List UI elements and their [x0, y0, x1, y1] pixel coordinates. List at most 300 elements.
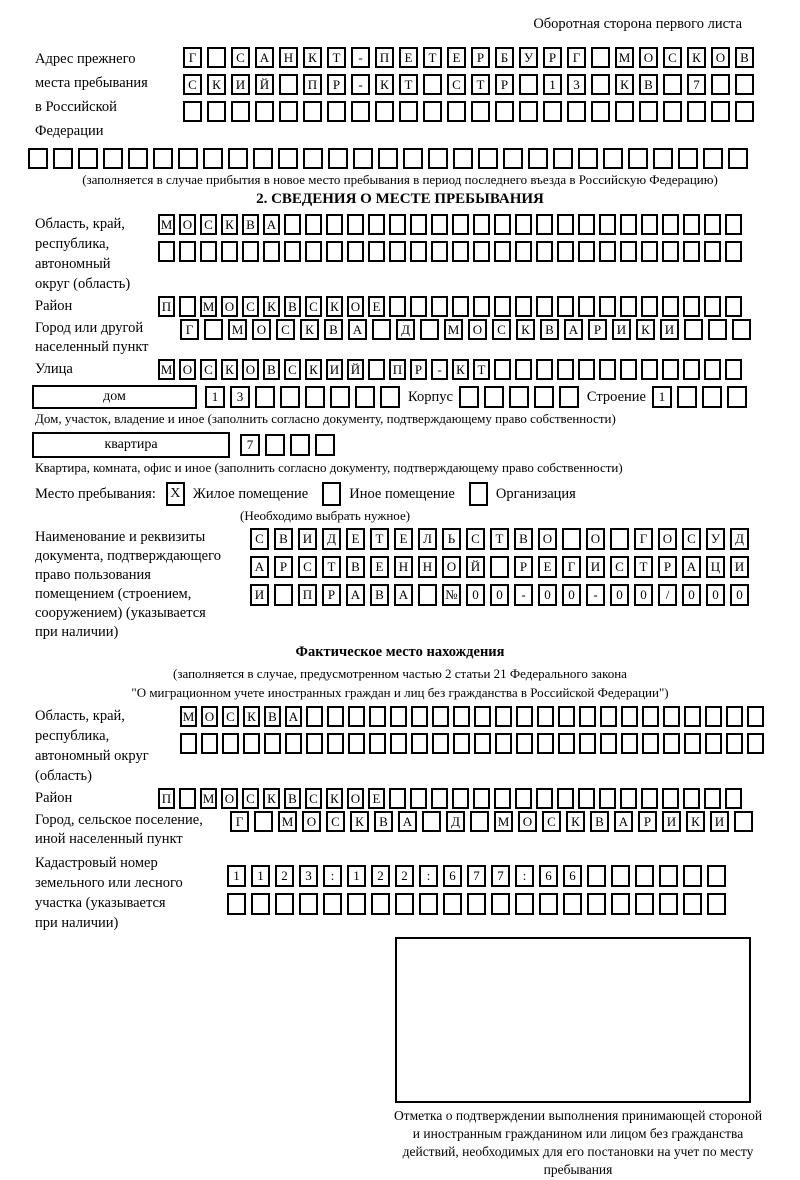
- char-box[interactable]: [432, 706, 449, 727]
- char-box[interactable]: [330, 386, 350, 408]
- char-box[interactable]: 1: [347, 865, 366, 887]
- char-box[interactable]: 0: [706, 584, 725, 606]
- char-box[interactable]: [179, 296, 196, 317]
- char-box[interactable]: [683, 214, 700, 235]
- char-box[interactable]: [662, 788, 679, 809]
- char-box[interactable]: [327, 733, 344, 754]
- char-box[interactable]: Н: [418, 556, 437, 578]
- char-box[interactable]: П: [298, 584, 317, 606]
- char-box[interactable]: [418, 584, 437, 606]
- char-box[interactable]: [725, 359, 742, 380]
- residential-checkbox[interactable]: X: [166, 482, 185, 506]
- char-box[interactable]: [519, 101, 538, 122]
- char-box[interactable]: [659, 893, 678, 915]
- char-box[interactable]: [628, 148, 648, 169]
- char-box[interactable]: [734, 811, 753, 832]
- char-box[interactable]: Н: [279, 47, 298, 68]
- char-box[interactable]: [611, 893, 630, 915]
- char-box[interactable]: С: [284, 359, 301, 380]
- char-box[interactable]: [473, 241, 490, 262]
- char-box[interactable]: [491, 893, 510, 915]
- char-box[interactable]: [369, 733, 386, 754]
- char-box[interactable]: [662, 296, 679, 317]
- char-box[interactable]: О: [242, 359, 259, 380]
- char-box[interactable]: Г: [230, 811, 249, 832]
- char-box[interactable]: О: [658, 528, 677, 550]
- char-box[interactable]: С: [326, 811, 345, 832]
- char-box[interactable]: [553, 148, 573, 169]
- char-box[interactable]: К: [300, 319, 319, 340]
- char-box[interactable]: А: [394, 584, 413, 606]
- char-box[interactable]: Р: [638, 811, 657, 832]
- char-box[interactable]: Г: [562, 556, 581, 578]
- char-box[interactable]: Р: [514, 556, 533, 578]
- char-box[interactable]: [410, 788, 427, 809]
- char-box[interactable]: М: [158, 214, 175, 235]
- char-box[interactable]: [683, 893, 702, 915]
- char-box[interactable]: [711, 74, 730, 95]
- char-box[interactable]: 1: [227, 865, 246, 887]
- char-box[interactable]: Т: [423, 47, 442, 68]
- char-box[interactable]: О: [347, 788, 364, 809]
- char-box[interactable]: К: [375, 74, 394, 95]
- char-box[interactable]: [621, 706, 638, 727]
- char-box[interactable]: [557, 296, 574, 317]
- char-box[interactable]: О: [347, 296, 364, 317]
- char-box[interactable]: С: [663, 47, 682, 68]
- char-box[interactable]: М: [200, 296, 217, 317]
- char-box[interactable]: [503, 148, 523, 169]
- char-box[interactable]: [578, 296, 595, 317]
- char-box[interactable]: [495, 733, 512, 754]
- char-box[interactable]: [471, 101, 490, 122]
- char-box[interactable]: [390, 733, 407, 754]
- char-box[interactable]: [389, 214, 406, 235]
- char-box[interactable]: А: [614, 811, 633, 832]
- char-box[interactable]: [559, 386, 579, 408]
- char-box[interactable]: [509, 386, 529, 408]
- char-box[interactable]: [375, 101, 394, 122]
- char-box[interactable]: И: [660, 319, 679, 340]
- char-box[interactable]: 2: [395, 865, 414, 887]
- char-box[interactable]: 0: [466, 584, 485, 606]
- char-box[interactable]: [200, 241, 217, 262]
- char-box[interactable]: [515, 788, 532, 809]
- char-box[interactable]: О: [711, 47, 730, 68]
- char-box[interactable]: А: [398, 811, 417, 832]
- char-box[interactable]: [707, 865, 726, 887]
- char-box[interactable]: [663, 74, 682, 95]
- char-box[interactable]: [326, 214, 343, 235]
- char-box[interactable]: У: [519, 47, 538, 68]
- char-box[interactable]: [621, 733, 638, 754]
- char-box[interactable]: [264, 733, 281, 754]
- char-box[interactable]: О: [179, 214, 196, 235]
- char-box[interactable]: [484, 386, 504, 408]
- char-box[interactable]: [411, 706, 428, 727]
- char-box[interactable]: [599, 788, 616, 809]
- char-box[interactable]: [684, 319, 703, 340]
- char-box[interactable]: Т: [322, 556, 341, 578]
- char-box[interactable]: А: [285, 706, 302, 727]
- char-box[interactable]: [635, 893, 654, 915]
- char-box[interactable]: Г: [634, 528, 653, 550]
- char-box[interactable]: [305, 241, 322, 262]
- char-box[interactable]: [221, 241, 238, 262]
- char-box[interactable]: [179, 241, 196, 262]
- char-box[interactable]: [578, 788, 595, 809]
- char-box[interactable]: Г: [567, 47, 586, 68]
- char-box[interactable]: [78, 148, 98, 169]
- char-box[interactable]: [443, 893, 462, 915]
- char-box[interactable]: [306, 733, 323, 754]
- char-box[interactable]: [372, 319, 391, 340]
- char-box[interactable]: Т: [370, 528, 389, 550]
- char-box[interactable]: [254, 811, 273, 832]
- char-box[interactable]: [452, 788, 469, 809]
- char-box[interactable]: [591, 74, 610, 95]
- char-box[interactable]: [420, 319, 439, 340]
- char-box[interactable]: [348, 733, 365, 754]
- char-box[interactable]: [515, 893, 534, 915]
- char-box[interactable]: [473, 214, 490, 235]
- char-box[interactable]: [539, 893, 558, 915]
- char-box[interactable]: [284, 214, 301, 235]
- char-box[interactable]: [536, 359, 553, 380]
- char-box[interactable]: [279, 74, 298, 95]
- char-box[interactable]: [704, 241, 721, 262]
- char-box[interactable]: Т: [634, 556, 653, 578]
- char-box[interactable]: [459, 386, 479, 408]
- char-box[interactable]: [306, 706, 323, 727]
- char-box[interactable]: [610, 528, 629, 550]
- char-box[interactable]: [662, 241, 679, 262]
- char-box[interactable]: Г: [183, 47, 202, 68]
- char-box[interactable]: 0: [730, 584, 749, 606]
- char-box[interactable]: В: [735, 47, 754, 68]
- char-box[interactable]: У: [706, 528, 725, 550]
- char-box[interactable]: [390, 706, 407, 727]
- char-box[interactable]: С: [305, 788, 322, 809]
- char-box[interactable]: [620, 214, 637, 235]
- char-box[interactable]: [222, 733, 239, 754]
- char-box[interactable]: 7: [687, 74, 706, 95]
- char-box[interactable]: [326, 241, 343, 262]
- char-box[interactable]: 6: [563, 865, 582, 887]
- char-box[interactable]: [452, 241, 469, 262]
- char-box[interactable]: [683, 865, 702, 887]
- char-box[interactable]: 0: [562, 584, 581, 606]
- char-box[interactable]: Р: [410, 359, 427, 380]
- char-box[interactable]: Д: [446, 811, 465, 832]
- char-box[interactable]: [355, 386, 375, 408]
- char-box[interactable]: [642, 706, 659, 727]
- char-box[interactable]: О: [252, 319, 271, 340]
- char-box[interactable]: [599, 359, 616, 380]
- char-box[interactable]: [323, 893, 342, 915]
- char-box[interactable]: И: [231, 74, 250, 95]
- char-box[interactable]: О: [468, 319, 487, 340]
- char-box[interactable]: Е: [346, 528, 365, 550]
- char-box[interactable]: [677, 386, 697, 408]
- char-box[interactable]: [453, 733, 470, 754]
- char-box[interactable]: И: [326, 359, 343, 380]
- char-box[interactable]: [263, 241, 280, 262]
- char-box[interactable]: [103, 148, 123, 169]
- char-box[interactable]: [599, 214, 616, 235]
- char-box[interactable]: Т: [490, 528, 509, 550]
- char-box[interactable]: [158, 241, 175, 262]
- char-box[interactable]: [579, 706, 596, 727]
- char-box[interactable]: Т: [399, 74, 418, 95]
- char-box[interactable]: К: [305, 359, 322, 380]
- organization-checkbox[interactable]: [469, 482, 488, 506]
- char-box[interactable]: [562, 528, 581, 550]
- char-box[interactable]: [201, 733, 218, 754]
- char-box[interactable]: [683, 241, 700, 262]
- char-box[interactable]: [726, 733, 743, 754]
- char-box[interactable]: 1: [652, 386, 672, 408]
- char-box[interactable]: [251, 893, 270, 915]
- char-box[interactable]: [431, 241, 448, 262]
- char-box[interactable]: [348, 706, 365, 727]
- char-box[interactable]: В: [540, 319, 559, 340]
- char-box[interactable]: М: [200, 788, 217, 809]
- char-box[interactable]: 2: [371, 865, 390, 887]
- char-box[interactable]: [207, 47, 226, 68]
- char-box[interactable]: Д: [322, 528, 341, 550]
- char-box[interactable]: [725, 296, 742, 317]
- char-box[interactable]: В: [370, 584, 389, 606]
- char-box[interactable]: Т: [327, 47, 346, 68]
- char-box[interactable]: [558, 706, 575, 727]
- char-box[interactable]: О: [302, 811, 321, 832]
- char-box[interactable]: [557, 214, 574, 235]
- char-box[interactable]: Е: [538, 556, 557, 578]
- char-box[interactable]: [567, 101, 586, 122]
- char-box[interactable]: С: [276, 319, 295, 340]
- char-box[interactable]: Е: [370, 556, 389, 578]
- char-box[interactable]: [274, 584, 293, 606]
- char-box[interactable]: [536, 296, 553, 317]
- char-box[interactable]: [615, 101, 634, 122]
- char-box[interactable]: В: [264, 706, 281, 727]
- char-box[interactable]: И: [586, 556, 605, 578]
- char-box[interactable]: [516, 706, 533, 727]
- char-box[interactable]: [515, 241, 532, 262]
- char-box[interactable]: [641, 241, 658, 262]
- char-box[interactable]: И: [250, 584, 269, 606]
- char-box[interactable]: Р: [274, 556, 293, 578]
- char-box[interactable]: [422, 811, 441, 832]
- char-box[interactable]: [353, 148, 373, 169]
- char-box[interactable]: Р: [588, 319, 607, 340]
- char-box[interactable]: [641, 788, 658, 809]
- char-box[interactable]: [725, 788, 742, 809]
- char-box[interactable]: Б: [495, 47, 514, 68]
- char-box[interactable]: [537, 706, 554, 727]
- char-box[interactable]: [711, 101, 730, 122]
- char-box[interactable]: [705, 733, 722, 754]
- char-box[interactable]: [663, 101, 682, 122]
- char-box[interactable]: -: [351, 74, 370, 95]
- char-box[interactable]: [704, 214, 721, 235]
- char-box[interactable]: А: [348, 319, 367, 340]
- char-box[interactable]: [495, 706, 512, 727]
- char-box[interactable]: [620, 241, 637, 262]
- char-box[interactable]: [603, 148, 623, 169]
- char-box[interactable]: М: [228, 319, 247, 340]
- char-box[interactable]: [231, 101, 250, 122]
- char-box[interactable]: Р: [471, 47, 490, 68]
- char-box[interactable]: О: [442, 556, 461, 578]
- char-box[interactable]: [599, 241, 616, 262]
- char-box[interactable]: [587, 893, 606, 915]
- char-box[interactable]: [255, 386, 275, 408]
- char-box[interactable]: [494, 214, 511, 235]
- char-box[interactable]: [557, 788, 574, 809]
- char-box[interactable]: К: [686, 811, 705, 832]
- char-box[interactable]: -: [351, 47, 370, 68]
- char-box[interactable]: /: [658, 584, 677, 606]
- char-box[interactable]: [494, 241, 511, 262]
- char-box[interactable]: И: [710, 811, 729, 832]
- char-box[interactable]: [591, 101, 610, 122]
- char-box[interactable]: [536, 214, 553, 235]
- char-box[interactable]: [243, 733, 260, 754]
- char-box[interactable]: [410, 241, 427, 262]
- char-box[interactable]: [683, 788, 700, 809]
- char-box[interactable]: О: [221, 788, 238, 809]
- char-box[interactable]: [431, 296, 448, 317]
- char-box[interactable]: [180, 733, 197, 754]
- char-box[interactable]: [563, 893, 582, 915]
- char-box[interactable]: [704, 788, 721, 809]
- char-box[interactable]: [452, 214, 469, 235]
- char-box[interactable]: Д: [396, 319, 415, 340]
- char-box[interactable]: [494, 296, 511, 317]
- char-box[interactable]: 3: [230, 386, 250, 408]
- char-box[interactable]: [641, 359, 658, 380]
- char-box[interactable]: [543, 101, 562, 122]
- char-box[interactable]: [347, 241, 364, 262]
- char-box[interactable]: [368, 359, 385, 380]
- char-box[interactable]: [403, 148, 423, 169]
- char-box[interactable]: 7: [467, 865, 486, 887]
- char-box[interactable]: [447, 101, 466, 122]
- char-box[interactable]: М: [158, 359, 175, 380]
- char-box[interactable]: [642, 733, 659, 754]
- char-box[interactable]: [253, 148, 273, 169]
- char-box[interactable]: В: [263, 359, 280, 380]
- char-box[interactable]: К: [516, 319, 535, 340]
- char-box[interactable]: 1: [205, 386, 225, 408]
- char-box[interactable]: О: [586, 528, 605, 550]
- char-box[interactable]: О: [221, 296, 238, 317]
- char-box[interactable]: К: [326, 788, 343, 809]
- char-box[interactable]: С: [305, 296, 322, 317]
- char-box[interactable]: [423, 101, 442, 122]
- char-box[interactable]: А: [263, 214, 280, 235]
- char-box[interactable]: В: [639, 74, 658, 95]
- char-box[interactable]: С: [610, 556, 629, 578]
- char-box[interactable]: [536, 241, 553, 262]
- char-box[interactable]: [204, 319, 223, 340]
- char-box[interactable]: [578, 148, 598, 169]
- char-box[interactable]: К: [303, 47, 322, 68]
- char-box[interactable]: [470, 811, 489, 832]
- char-box[interactable]: И: [612, 319, 631, 340]
- char-box[interactable]: В: [324, 319, 343, 340]
- char-box[interactable]: [490, 556, 509, 578]
- char-box[interactable]: К: [263, 788, 280, 809]
- char-box[interactable]: С: [242, 296, 259, 317]
- char-box[interactable]: №: [442, 584, 461, 606]
- char-box[interactable]: [600, 706, 617, 727]
- char-box[interactable]: [207, 101, 226, 122]
- char-box[interactable]: Р: [658, 556, 677, 578]
- char-box[interactable]: [641, 296, 658, 317]
- char-box[interactable]: -: [431, 359, 448, 380]
- char-box[interactable]: [725, 214, 742, 235]
- char-box[interactable]: [702, 386, 722, 408]
- char-box[interactable]: [735, 74, 754, 95]
- char-box[interactable]: 1: [543, 74, 562, 95]
- char-box[interactable]: С: [447, 74, 466, 95]
- char-box[interactable]: [380, 386, 400, 408]
- char-box[interactable]: М: [180, 706, 197, 727]
- char-box[interactable]: [683, 359, 700, 380]
- char-box[interactable]: К: [687, 47, 706, 68]
- char-box[interactable]: [494, 359, 511, 380]
- char-box[interactable]: [285, 733, 302, 754]
- char-box[interactable]: Л: [418, 528, 437, 550]
- char-box[interactable]: [591, 47, 610, 68]
- char-box[interactable]: О: [518, 811, 537, 832]
- char-box[interactable]: [536, 788, 553, 809]
- char-box[interactable]: [663, 706, 680, 727]
- char-box[interactable]: 0: [682, 584, 701, 606]
- char-box[interactable]: А: [346, 584, 365, 606]
- char-box[interactable]: [641, 214, 658, 235]
- char-box[interactable]: [452, 296, 469, 317]
- char-box[interactable]: 6: [539, 865, 558, 887]
- char-box[interactable]: [275, 893, 294, 915]
- char-box[interactable]: [653, 148, 673, 169]
- char-box[interactable]: И: [298, 528, 317, 550]
- char-box[interactable]: П: [158, 788, 175, 809]
- char-box[interactable]: 0: [538, 584, 557, 606]
- char-box[interactable]: К: [615, 74, 634, 95]
- char-box[interactable]: [368, 241, 385, 262]
- char-box[interactable]: [453, 706, 470, 727]
- char-box[interactable]: 7: [240, 434, 260, 456]
- char-box[interactable]: [395, 893, 414, 915]
- char-box[interactable]: 6: [443, 865, 462, 887]
- char-box[interactable]: 3: [299, 865, 318, 887]
- char-box[interactable]: [327, 101, 346, 122]
- char-box[interactable]: [389, 296, 406, 317]
- char-box[interactable]: [278, 148, 298, 169]
- char-box[interactable]: О: [201, 706, 218, 727]
- char-box[interactable]: [227, 893, 246, 915]
- char-box[interactable]: [265, 434, 285, 456]
- char-box[interactable]: К: [350, 811, 369, 832]
- char-box[interactable]: С: [231, 47, 250, 68]
- char-box[interactable]: [684, 733, 701, 754]
- char-box[interactable]: В: [514, 528, 533, 550]
- char-box[interactable]: В: [242, 214, 259, 235]
